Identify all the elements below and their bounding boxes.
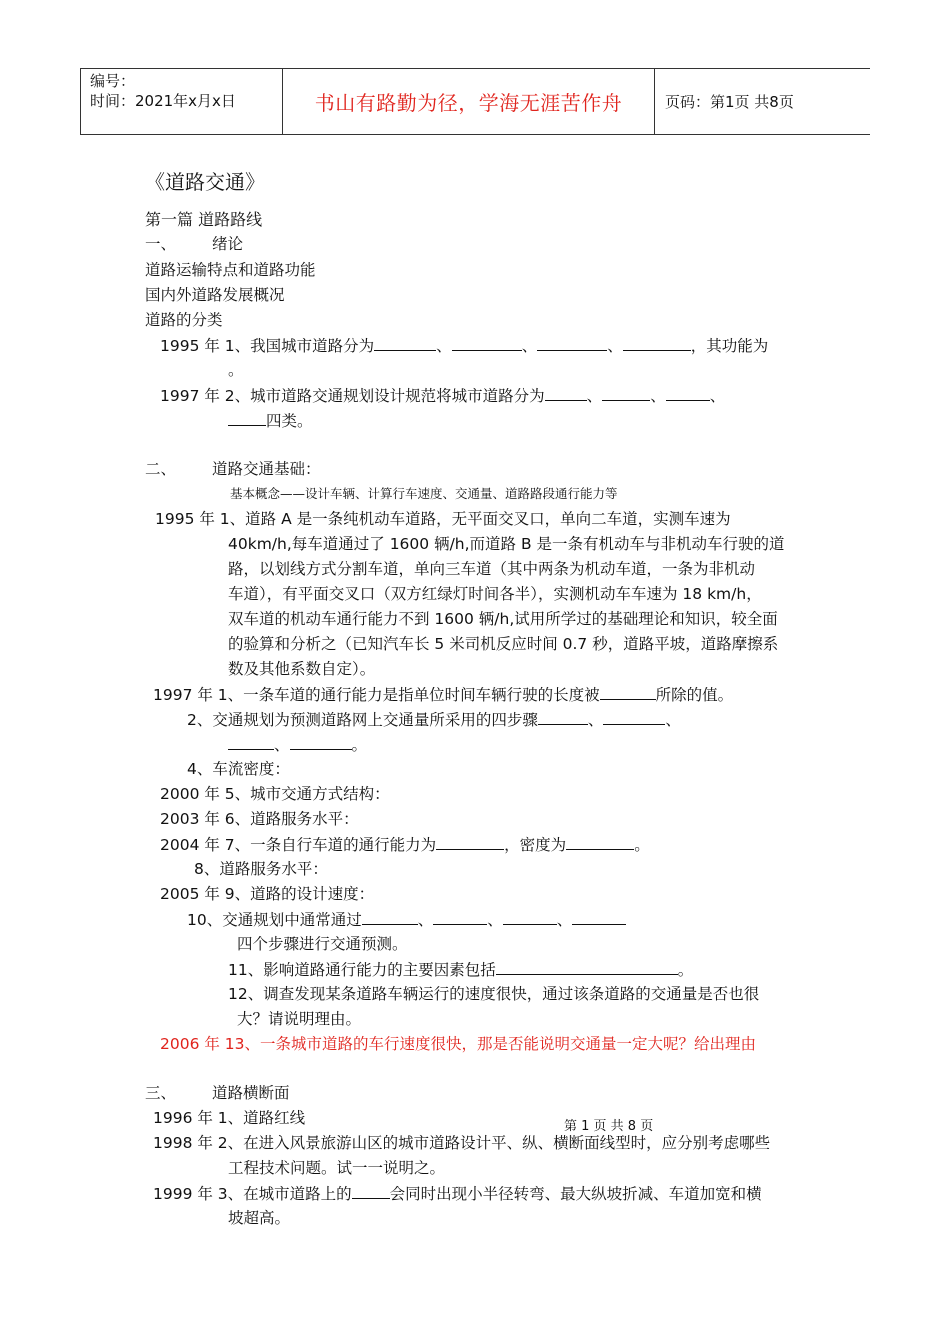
header-page-info: 页码：第1页 共8页 bbox=[665, 93, 794, 111]
question-line: 1996 年 1、道路红线 bbox=[153, 1109, 306, 1127]
question-line: 、 。 bbox=[228, 734, 367, 755]
question-line: 车道），有平面交叉口（双方红绿灯时间各半），实测机动车车速为 18 km/h， bbox=[228, 585, 762, 603]
outline-item: 道路的分类 bbox=[145, 311, 223, 329]
question-line: 2、交通规划为预测道路网上交通量所采用的四步骤 、 、 bbox=[187, 711, 681, 729]
section-title: 绪论 bbox=[212, 235, 244, 253]
page-footer: 第 1 页 共 8 页 bbox=[564, 1119, 654, 1134]
question-line: 2004 年 7、一条自行车道的通行能力为 ，密度为 。 bbox=[160, 836, 650, 854]
question-line: 1998 年 2、在进入风景旅游山区的城市道路设计平、纵、横断面线型时，应分别考虑哪些 bbox=[153, 1134, 771, 1152]
section-number: 三、 bbox=[145, 1084, 177, 1102]
question-line: 2005 年 9、道路的设计速度： bbox=[160, 885, 375, 903]
outline-item: 道路运输特点和道路功能 bbox=[145, 261, 316, 279]
section-subtitle: 基本概念——设计车辆、计算行车速度、交通量、道路路段通行能力等 bbox=[230, 486, 618, 501]
question-line: 10、交通规划中通常通过 、 、 、 bbox=[187, 909, 626, 930]
question-line: 1999 年 3、在城市道路上的 会同时出现小半径转弯、最大纵坡折减、车道加宽和横 bbox=[153, 1185, 762, 1203]
outline-item: 国内外道路发展概况 bbox=[145, 286, 285, 304]
question-line: 工程技术问题。试一一说明之。 bbox=[228, 1159, 446, 1177]
header-meta-cell bbox=[81, 69, 283, 134]
question-line: 2003 年 6、道路服务水平： bbox=[160, 810, 359, 828]
question-line: 路，以划线方式分割车道，单向三车道（其中两条为机动车道，一条为非机动 bbox=[228, 560, 756, 578]
part-heading: 第一篇 道路路线 bbox=[145, 210, 263, 229]
question-line: 四个步骤进行交通预测。 bbox=[237, 935, 408, 953]
question-line: 双车道的机动车通行能力不到 1600 辆/h,试用所学过的基础理论和知识，较全面 bbox=[228, 610, 778, 628]
question-line: 11、影响道路通行能力的主要因素包括 。 bbox=[228, 961, 694, 979]
question-line: 1997 年 1、一条车道的通行能力是指单位时间车辆行驶的长度被 所除的值。 bbox=[153, 686, 734, 704]
section-number: 二、 bbox=[145, 460, 177, 478]
question-line: 的验算和分析之（已知汽车长 5 米司机反应时间 0.7 秒，道路平坡，道路摩擦系 bbox=[228, 635, 779, 653]
question-line: 大？请说明理由。 bbox=[237, 1010, 362, 1028]
question-line: 12、调查发现某条道路车辆运行的速度很快，通过该条道路的交通量是否也很 bbox=[228, 985, 760, 1003]
section-title: 道路交通基础： bbox=[212, 460, 321, 478]
question-line: 数及其他系数自定）。 bbox=[228, 660, 376, 678]
header-motto: 书山有路勤为径，学海无涯苦作舟 bbox=[283, 69, 655, 134]
question-line: 坡超高。 bbox=[228, 1209, 291, 1227]
question-line: 1995 年 1、我国城市道路分为 、 、 、 ，其功能为 bbox=[160, 337, 769, 355]
section-number: 一、 bbox=[145, 235, 177, 253]
question-line: 4、车流密度： bbox=[187, 760, 290, 778]
question-line: 8、道路服务水平： bbox=[194, 860, 328, 878]
question-line: 1995 年 1、道路 A 是一条纯机动车道路，无平面交叉口，单向二车道，实测车速为 bbox=[155, 510, 731, 528]
header-table bbox=[80, 68, 870, 135]
document-time-label: 时间：2021年x月x日 bbox=[90, 92, 236, 110]
document-title: 《道路交通》 bbox=[145, 170, 265, 194]
document-number-label: 编号： bbox=[90, 72, 136, 90]
question-line: 40km/h,每车道通过了 1600 辆/h,而道路 B 是一条有机动车与非机动车行驶的道 bbox=[228, 535, 785, 553]
question-line: 2000 年 5、城市交通方式结构： bbox=[160, 785, 390, 803]
section-title: 道路横断面 bbox=[212, 1084, 290, 1102]
question-line: 1997 年 2、城市道路交通规划设计规范将城市道路分为 、 、 、 bbox=[160, 387, 726, 405]
question-line: 四类。 bbox=[228, 410, 313, 431]
highlighted-question-line: 2006 年 13、一条城市道路的车行速度很快，那是否能说明交通量一定大呢？给出理由 bbox=[160, 1035, 757, 1053]
question-line: 。 bbox=[228, 361, 244, 379]
